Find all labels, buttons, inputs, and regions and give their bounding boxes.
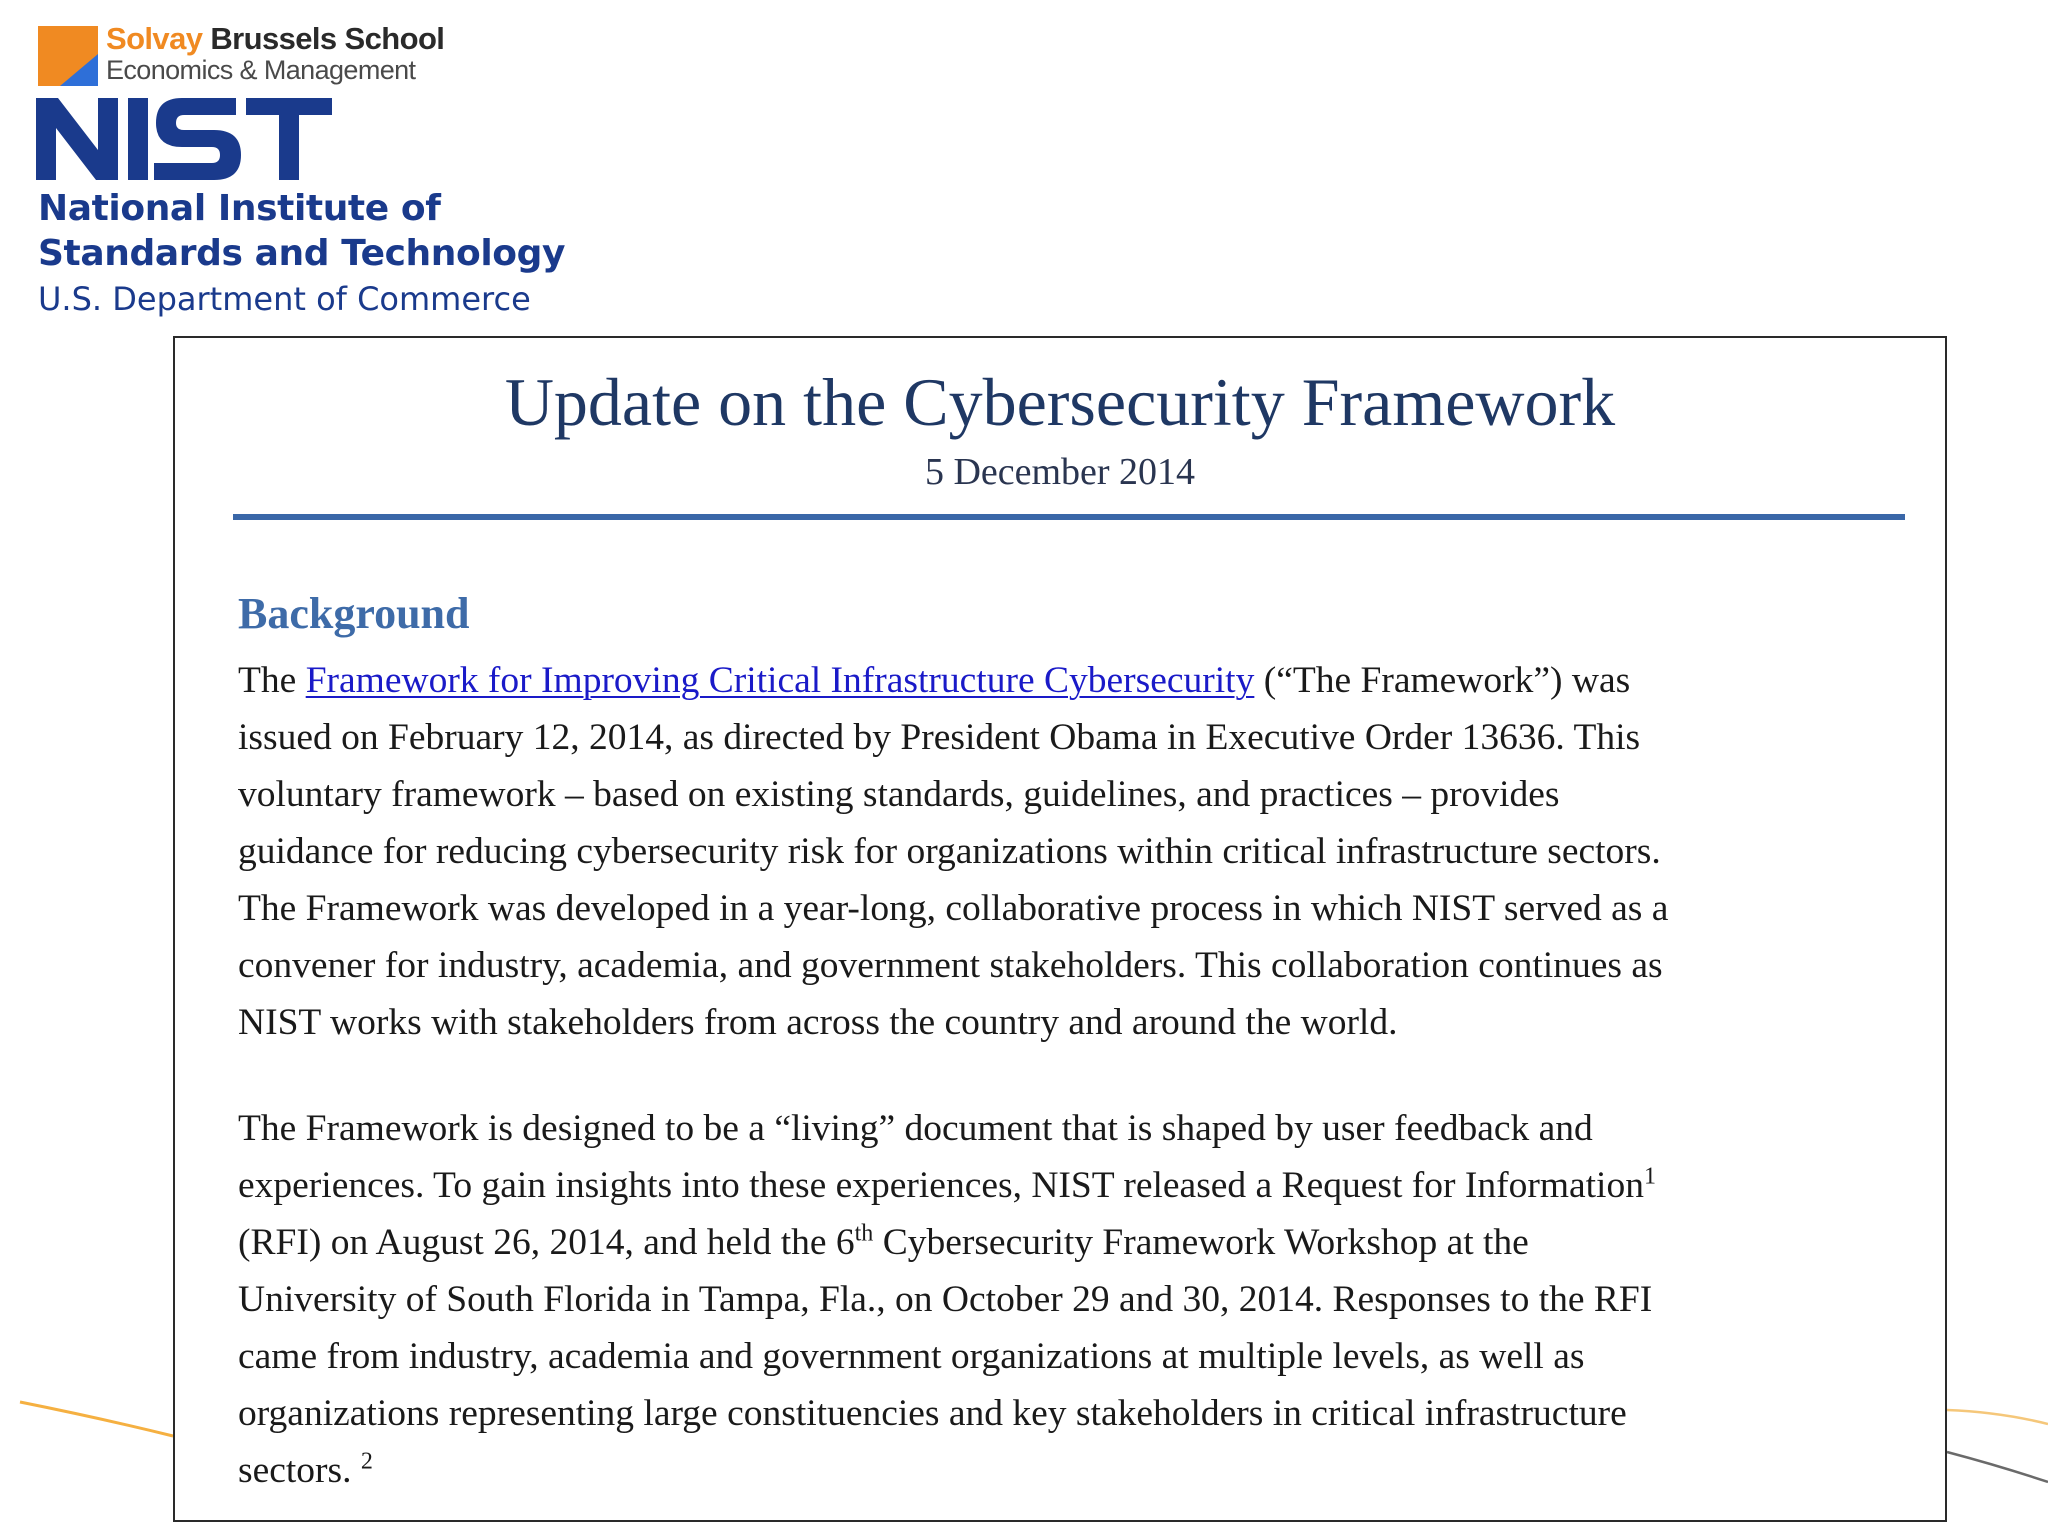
text-run: experiences. To gain insights into these experiences, NIST released a Request for Information (238, 1165, 1644, 1206)
paragraph-line (238, 1214, 1918, 1271)
paragraph-line (238, 652, 1918, 709)
paragraph-line: issued on February 12, 2014, as directed by President Obama in Executive Order 13636. This (238, 717, 1641, 758)
nist-wordmark-icon (36, 98, 336, 180)
title-rule (233, 514, 1905, 520)
paragraph-line: NIST works with stakeholders from across the country and around the world. (238, 1002, 1398, 1043)
solvay-subtitle: Economics & Management (106, 55, 416, 85)
nist-logo (36, 98, 596, 328)
framework-link[interactable]: Framework for Improving Critical Infrastructure Cybersecurity (305, 660, 1255, 701)
ordinal-suffix: th (854, 1220, 874, 1247)
text-run: Cybersecurity Framework Workshop at the (873, 1222, 1529, 1263)
text-run: (RFI) on August 26, 2014, and held the 6 (238, 1222, 855, 1263)
section-heading-background: Background (238, 589, 470, 638)
footnote-marker-1: 1 (1643, 1163, 1656, 1190)
paragraph-line: University of South Florida in Tampa, Fla., on October 29 and 30, 2014. Responses to the RFI (238, 1279, 1653, 1320)
text-run: sectors. (238, 1450, 361, 1491)
document-page (173, 336, 1947, 1522)
paragraph-line (238, 1442, 1918, 1499)
nist-department: U.S. Department of Commerce (38, 280, 531, 318)
background-paragraph-1 (238, 652, 1918, 1051)
paragraph-line: The Framework was developed in a year-long, collaborative process in which NIST served as a (238, 888, 1669, 929)
paragraph-line: guidance for reducing cybersecurity risk for organizations within critical infrastructure sectors. (238, 831, 1661, 872)
solvay-logo-mark-icon (38, 26, 98, 86)
solvay-name: Solvay (106, 21, 203, 56)
footnote-marker-2: 2 (360, 1448, 373, 1475)
paragraph-line: convener for industry, academia, and government stakeholders. This collaboration continues as (238, 945, 1663, 986)
nist-name-line1: National Institute of (38, 188, 441, 229)
paragraph-line: voluntary framework – based on existing standards, guidelines, and practices – provides (238, 774, 1560, 815)
solvay-school-name (106, 22, 444, 56)
paragraph-line: organizations representing large constituencies and key stakeholders in critical infrastructure (238, 1393, 1627, 1434)
document-title: Update on the Cybersecurity Framework (504, 364, 1616, 440)
text-run: (“The Framework”) was (1254, 660, 1631, 701)
nist-name-line2: Standards and Technology (38, 233, 566, 274)
paragraph-line: The Framework is designed to be a “living” document that is shaped by user feedback and (238, 1108, 1593, 1149)
document-date: 5 December 2014 (924, 451, 1196, 493)
solvay-school-label: Brussels School (210, 21, 445, 56)
paragraph-line: came from industry, academia and government organizations at multiple levels, as well as (238, 1336, 1585, 1377)
text-run: The (238, 660, 306, 701)
background-paragraph-2 (238, 1100, 1918, 1499)
solvay-logo (38, 22, 458, 90)
paragraph-line (238, 1157, 1918, 1214)
